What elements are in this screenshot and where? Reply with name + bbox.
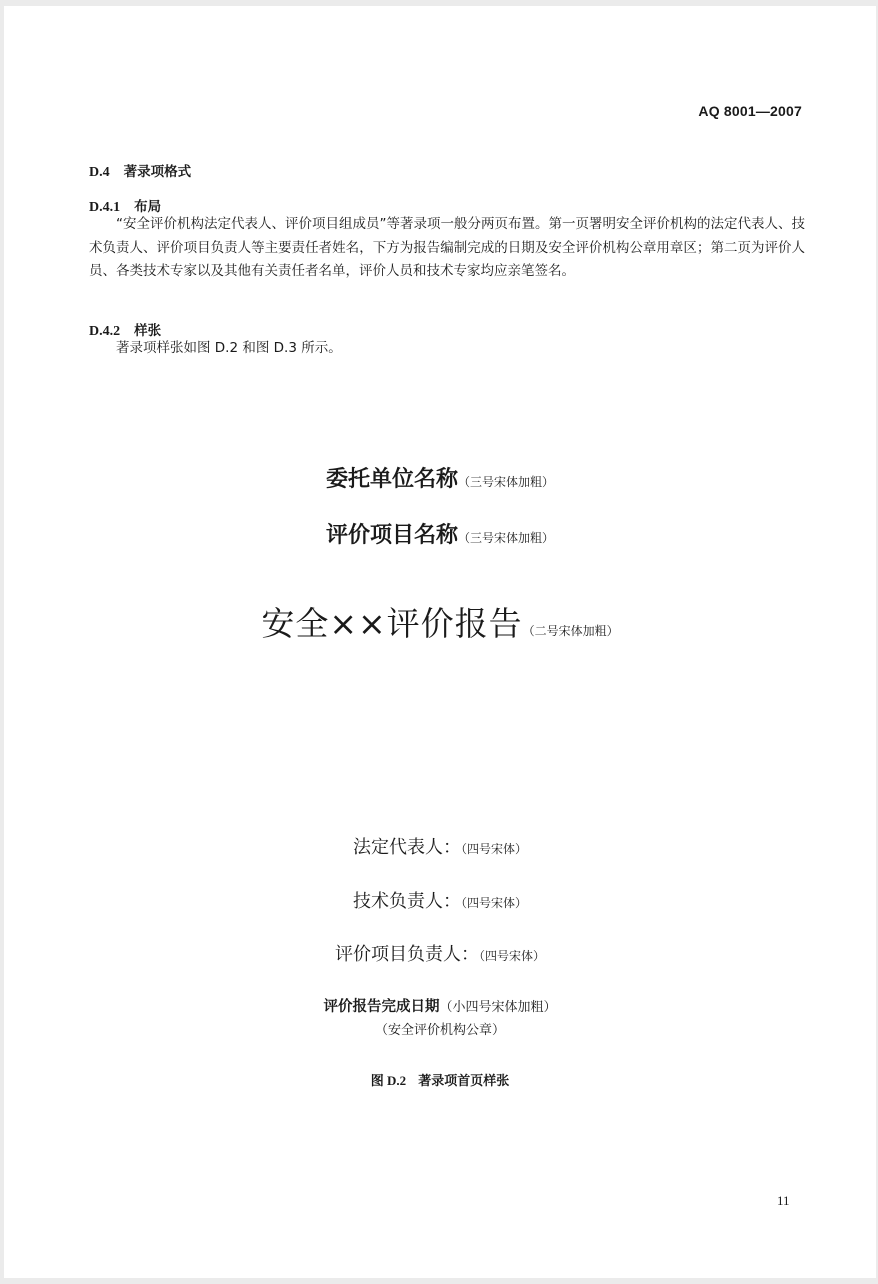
project-lead-line <box>4 940 876 966</box>
client-name-label: 委托单位名称 <box>325 467 458 492</box>
client-name-line <box>4 462 876 493</box>
section-number: D.4.2 <box>89 324 121 339</box>
legal-rep-label: 法定代表人： <box>352 837 461 858</box>
project-lead-label: 评价项目负责人： <box>334 944 479 965</box>
legal-rep-line <box>4 833 876 859</box>
completion-date-line <box>4 995 876 1016</box>
standard-code: AQ 8001—2007 <box>698 103 802 119</box>
figure-number: 图 D.2 <box>370 1073 407 1088</box>
project-name-label: 评价项目名称 <box>325 523 458 548</box>
figure-title: 著录项首页样张 <box>418 1074 510 1089</box>
layout-paragraph: “安全评价机构法定代表人、评价项目组成员”等著录项一般分两页布置。第一页署明安全评价机构的法定代表人、技术负责人、评价项目负责人等主要责任者姓名，下方为报告编制完成的日期及安全评价机构公章用章区；第二页为评价人员、各类技术专家以及其他有关责任者名单，评价人员和技术专家均应亲笔签名。 <box>89 216 805 279</box>
font-note: （四号宋体） <box>478 949 545 963</box>
section-number: D.4 <box>89 165 110 180</box>
font-note: （三号宋体加粗） <box>458 531 555 545</box>
document-page <box>4 6 876 1278</box>
section-title: 布局 <box>134 199 162 215</box>
tech-lead-line <box>4 887 876 913</box>
section-number: D.4.1 <box>89 200 121 215</box>
page-number: 11 <box>777 1193 790 1208</box>
font-note: （四号宋体） <box>460 896 527 910</box>
section-title: 著录项格式 <box>123 164 192 180</box>
report-title-line <box>4 598 876 645</box>
project-name-line <box>4 518 876 549</box>
sample-paragraph: 著录项样张如图 D.2 和图 D.3 所示。 <box>116 340 342 356</box>
font-note: （四号宋体） <box>460 842 527 856</box>
completion-date-label: 评价报告完成日期 <box>323 999 440 1015</box>
font-note: （三号宋体加粗） <box>458 475 555 489</box>
section-heading-d4 <box>89 160 191 181</box>
font-note: （二号宋体加粗） <box>522 624 619 638</box>
seal-line: （安全评价机构公章） <box>374 1023 505 1038</box>
figure-caption <box>4 1070 876 1089</box>
report-title: 安全××评价报告 <box>261 604 523 643</box>
tech-lead-label: 技术负责人： <box>352 891 461 912</box>
font-note: （小四号宋体加粗） <box>439 1000 557 1015</box>
section-title: 样张 <box>134 323 162 339</box>
